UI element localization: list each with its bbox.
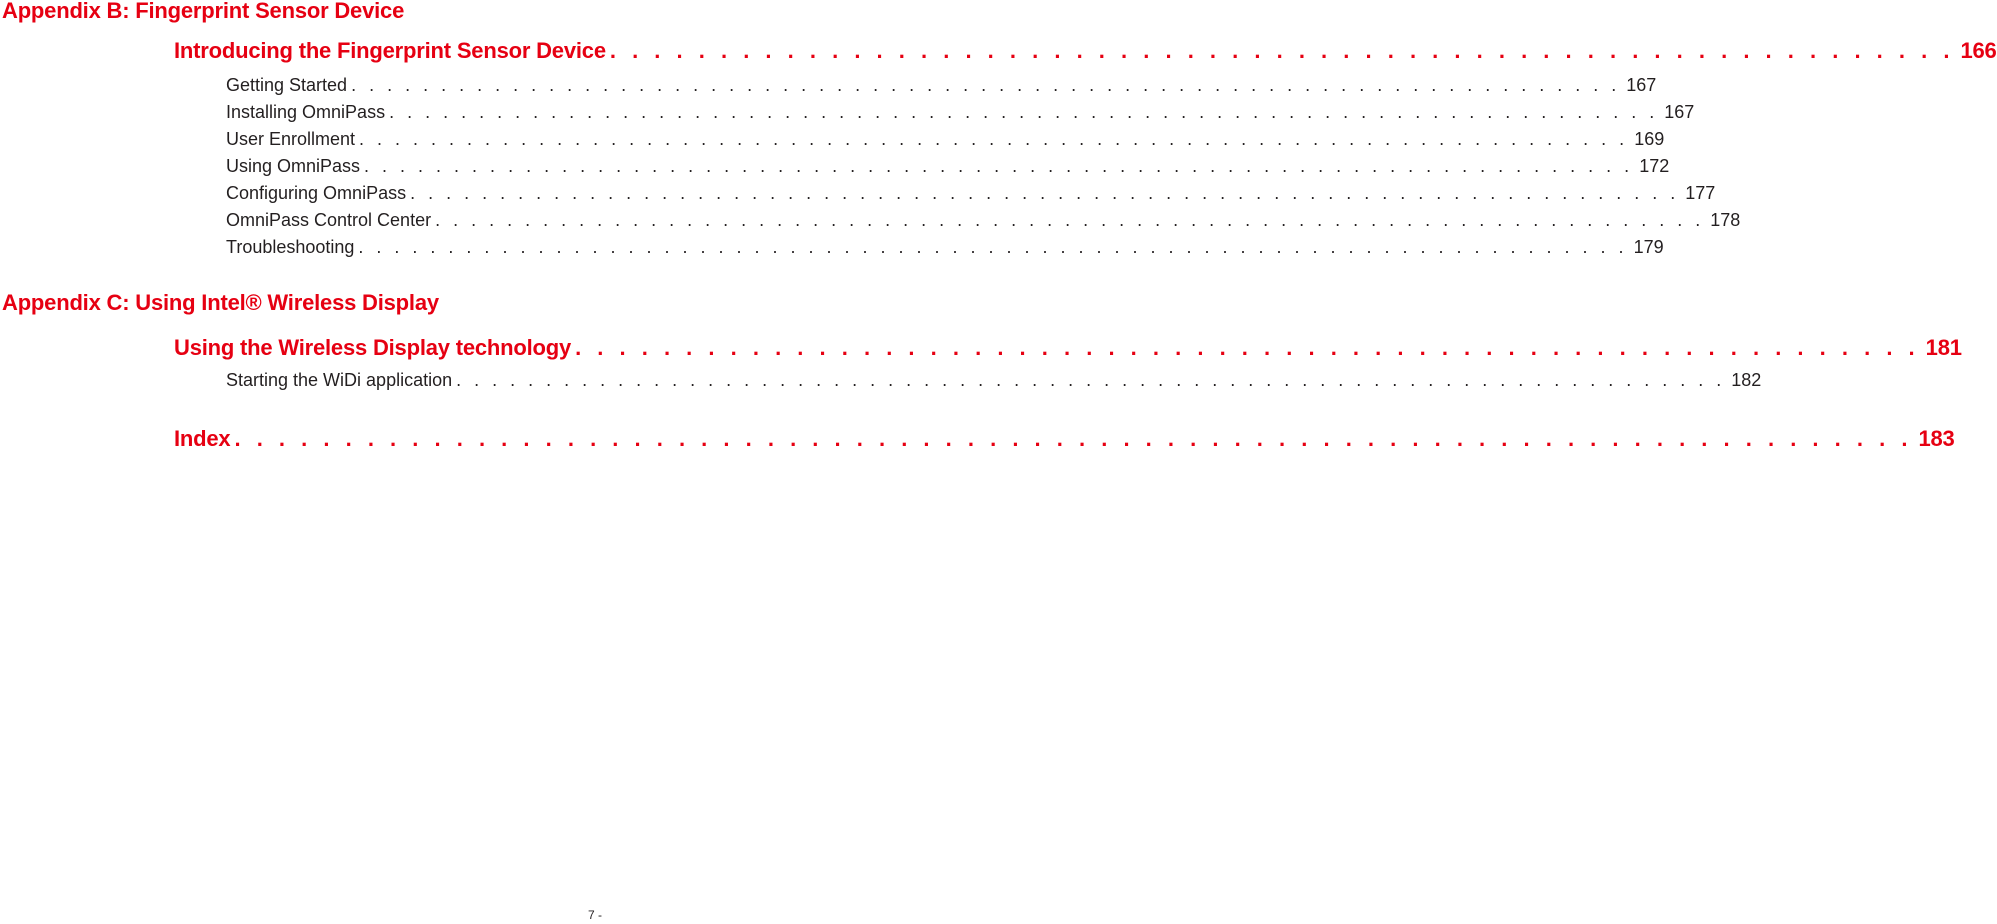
toc-section-fingerprint[interactable] (174, 38, 1997, 64)
toc-section-index[interactable] (174, 426, 1955, 452)
page-footer-number: 7 - (588, 908, 603, 922)
dot-leader: . . . . . . . . . . . . . . . . . . . . . . . . . . . . . . . . . . . . . . . . . . . . . . . . . . . . . . . . . . . . . . . . . . . . . . . (364, 156, 1634, 176)
toc-entry[interactable] (226, 183, 1716, 204)
toc-page-number: 167 (1664, 102, 1695, 122)
toc-entry[interactable] (226, 129, 1665, 150)
toc-entry-label: OmniPass Control Center (226, 210, 432, 230)
toc-page-number: 179 (1633, 237, 1664, 257)
toc-entry-label: Configuring OmniPass (226, 183, 407, 203)
appendix-c-heading: Appendix C: Using Intel® Wireless Display (2, 290, 439, 315)
dot-leader: . . . . . . . . . . . . . . . . . . . . . . . . . . . . . . . . . . . . . . . . . . . . . . . . . . . . . . . . . . . . . . . . . . . . . . . (435, 210, 1705, 230)
toc-entry[interactable] (226, 210, 1741, 231)
toc-page-number: 167 (1626, 75, 1657, 95)
toc-entry[interactable] (226, 75, 1657, 96)
toc-entry[interactable] (226, 102, 1695, 123)
toc-page-number: 178 (1710, 210, 1741, 230)
toc-page-number: 169 (1634, 129, 1665, 149)
toc-section-label: Using the Wireless Display technology (174, 335, 572, 360)
toc-page-number: 182 (1731, 370, 1762, 390)
toc-entry-label: Starting the WiDi application (226, 370, 453, 390)
dot-leader: . . . . . . . . . . . . . . . . . . . . . . . . . . . . . . . . . . . . . . . . . . . . . . . . . . . . . . . . . . . . . (575, 335, 1920, 360)
appendix-b-heading: Appendix B: Fingerprint Sensor Device (2, 0, 405, 23)
toc-page-number: 172 (1639, 156, 1670, 176)
toc-entry[interactable] (226, 370, 1762, 391)
dot-leader: . . . . . . . . . . . . . . . . . . . . . . . . . . . . . . . . . . . . . . . . . . . . . . . . . . . . . . . . . . . . . . . . . . . . . . . (351, 75, 1621, 95)
toc-section-label: Introducing the Fingerprint Sensor Device (174, 38, 606, 63)
toc-page-number: 177 (1685, 183, 1716, 203)
toc-section-wireless-display[interactable] (174, 335, 1962, 361)
toc-entry-label: Installing OmniPass (226, 102, 386, 122)
dot-leader: . . . . . . . . . . . . . . . . . . . . . . . . . . . . . . . . . . . . . . . . . . . . . . . . . . . . . . . . . . . . . . . . . . . . . . . (359, 129, 1629, 149)
toc-entry[interactable] (226, 156, 1670, 177)
toc-entry-label: User Enrollment (226, 129, 356, 149)
toc-page-number: 166 (1960, 38, 1997, 63)
toc-entry-label: Troubleshooting (226, 237, 355, 257)
toc-entry[interactable] (226, 237, 1664, 258)
dot-leader: . . . . . . . . . . . . . . . . . . . . . . . . . . . . . . . . . . . . . . . . . . . . . . . . . . . . . . . . . . . . . . . . . . . . . . . (410, 183, 1680, 203)
toc-entry-label: Using OmniPass (226, 156, 361, 176)
dot-leader: . . . . . . . . . . . . . . . . . . . . . . . . . . . . . . . . . . . . . . . . . . . . . . . . . . . . . . . . . . . . . (609, 38, 1955, 63)
dot-leader: . . . . . . . . . . . . . . . . . . . . . . . . . . . . . . . . . . . . . . . . . . . . . . . . . . . . . . . . . . . . . . . . . . . . . . . (389, 102, 1659, 122)
toc-entry-label: Getting Started (226, 75, 348, 95)
toc-page-number: 183 (1918, 426, 1955, 451)
dot-leader: . . . . . . . . . . . . . . . . . . . . . . . . . . . . . . . . . . . . . . . . . . . . . . . . . . . . . . . . . . . . . . . . . . . . . . . (358, 237, 1628, 257)
toc-page-number: 181 (1925, 335, 1962, 360)
toc-section-label: Index (174, 426, 231, 451)
dot-leader: . . . . . . . . . . . . . . . . . . . . . . . . . . . . . . . . . . . . . . . . . . . . . . . . . . . . . . . . . . . . . . . . . . . . . . . (456, 370, 1726, 390)
dot-leader: . . . . . . . . . . . . . . . . . . . . . . . . . . . . . . . . . . . . . . . . . . . . . . . . . . . . . . . . . . . . . . . . . . . . . . . . . . . . (234, 426, 1913, 451)
